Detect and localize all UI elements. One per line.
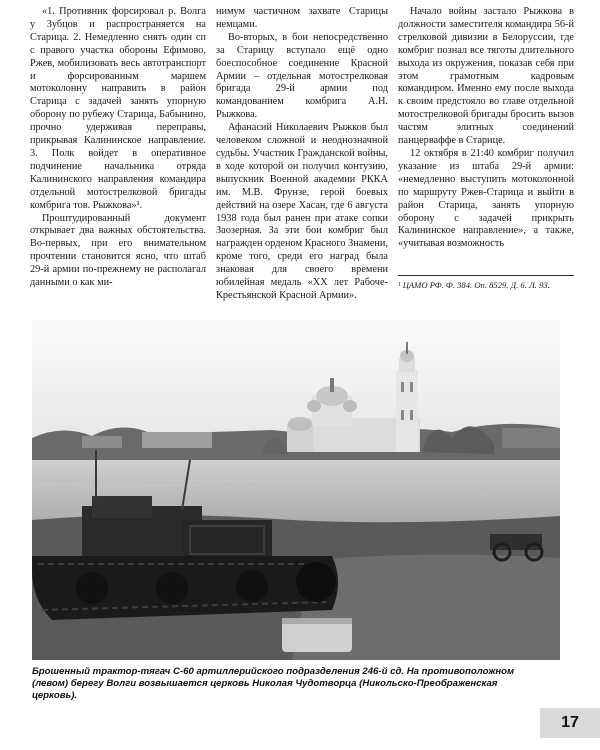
- historical-photo: [32, 320, 560, 660]
- paragraph: 12 октября в 21:40 комбриг получил указание из штаба 29-й армии: «немедленно выступить мотоколонной по маршруту Ржев-Старица и выйти в район Старица, занять упорную оборону с задачей прикрыть Калининское направление», а также, «учитывая возможность: [398, 147, 574, 250]
- photo-caption: Брошенный трактор-тягач С-60 артиллерийского подразделения 246-й сд. На противоположном (левом) берегу Волги возвышается церковь Николая Чудотворца (Никольско-Преображенская церковь).: [32, 666, 515, 701]
- footnote: ¹ ЦАМО РФ. Ф. 384. Оп. 8529. Д. 6. Л. 93.: [398, 275, 574, 291]
- paragraph: нимум частичном захвате Старицы немцами.: [216, 6, 388, 30]
- quote-paragraph: «1. Противник форсировал р. Волга у Зубцов и распространяется на Старица. 2. Немедленно снять один сп с правого участка обороны Ефимово, Ржев, мобилизовать весь автотранспорт и форсированным маршем мотоколонну направить в район Старица с задачей занять упорную оборону по рубежу Старица, Бабынино, прочно удерживая переправы, прикрывая Калининское направление. 3. Полк войдет в оперативное подчинение начальника отряда Калининского направления командира отдельной мотострелковой бригады комбрига тов. Рыжкова»¹.: [30, 6, 206, 211]
- paragraph: Во-вторых, в бои непосредственно за Старицу вступало ещё одно боеспособное соединение Красной Армии – отдельная мотострелковая бригада 29-й армии под командованием комбрига А.Н. Рыжкова.: [216, 31, 388, 121]
- paragraph: Проштудированный документ открывает два важных обстоятельства. Во-первых, при его внимательном прочтении становится ясно, что штаб 29-й армии по-прежнему не располагал данными о как ми-: [30, 212, 206, 289]
- paragraph: Афанасий Николаевич Рыжков был человеком сложной и неоднозначной судьбы. Участник Гражданской войны, в ходе которой он получил контузию, выпускник Военной академии РККА им. М.В. Фрунзе, герой боевых действий на озере Хасан, где 6 августа 1938 года был ранен при атаке сопки Заозерная. За эти бои комбриг был награжден орденом Красного Знамени, кроме того, среди его наград была знаковая для своего времени юбилейная медаль «XX лет Рабоче-Крестьянской Красной Армии».: [216, 122, 388, 301]
- text-column-2: [216, 6, 388, 303]
- page-number: 17: [540, 708, 600, 738]
- text-column-1: [30, 6, 206, 290]
- paragraph: Начало войны застало Рыжкова в должности заместителя командира 56-й стрелковой дивизии в Белоруссии, где комбриг познал все тяготы длительного выхода из окружения, показав себя при этом грамотным кадровым командиром. Именно ему после выхода к своим предстояло во главе отдельной мотострелковой бригады бросить вызов частям элитных соединений панцерваффе в Старице.: [398, 6, 574, 147]
- text-column-3: [398, 6, 574, 251]
- photo-illustration: [32, 320, 560, 660]
